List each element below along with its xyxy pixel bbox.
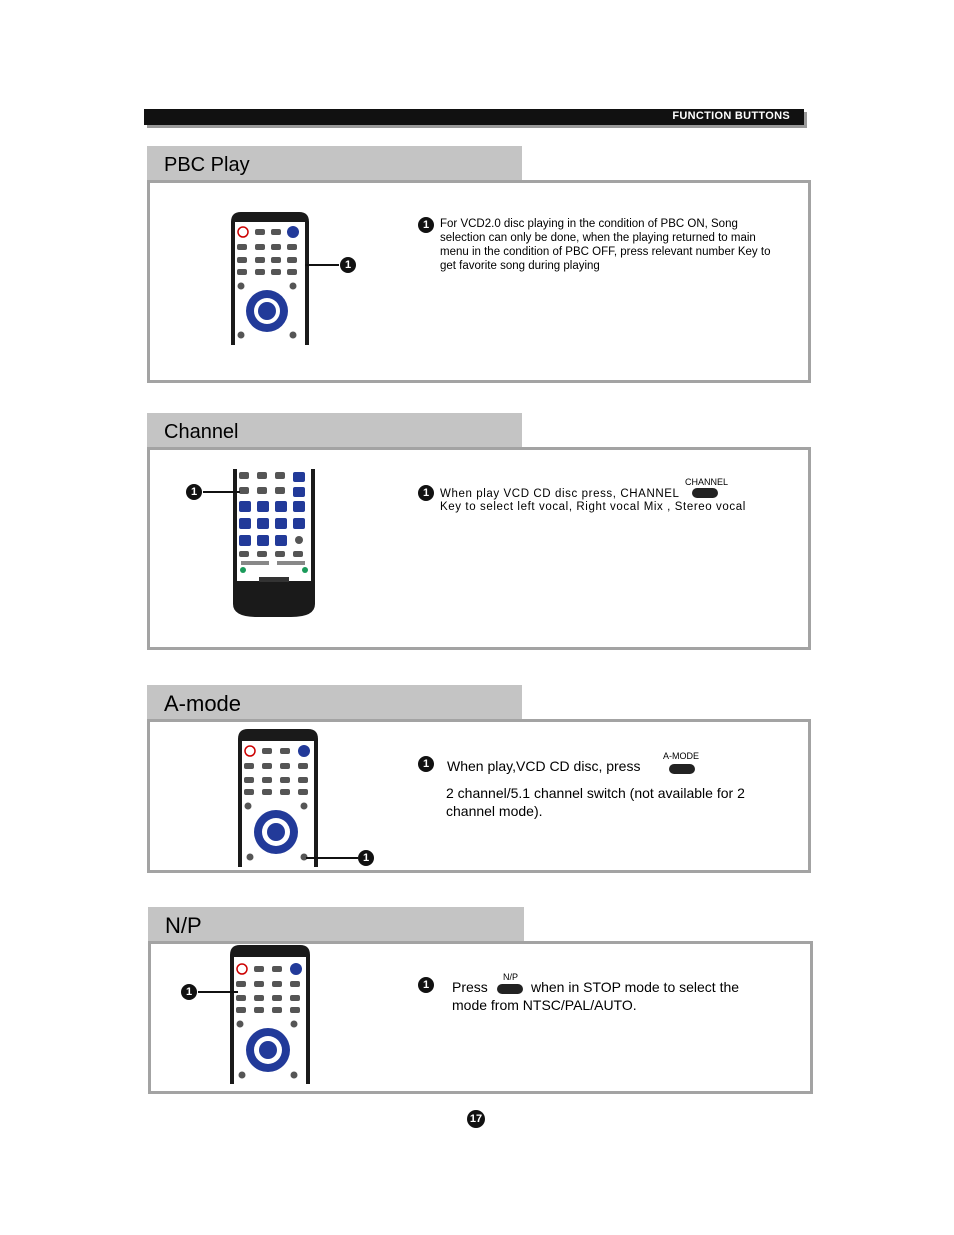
remote-illustration [229,210,311,345]
step-marker: 1 [418,756,434,772]
callout-line [306,857,358,859]
step-marker: 1 [418,485,434,501]
callout-line [203,491,240,493]
np-press-label: Press [452,979,488,995]
callout-marker: 1 [181,984,197,1000]
channel-line-2: Key to select left vocal, Right vocal Mix , Stereo vocal [440,501,746,513]
amode-line-2: 2 channel/5.1 channel switch (not available for 2 channel mode). [446,785,745,819]
np-line-1: when in STOP mode to select the [531,979,740,995]
pbc-description: For VCD2.0 disc playing in the condition of PBC ON, Song selection can only be done, when the playing returned to main menu in the condition of PBC OFF, press relevant number Key to get favorite song during playing [440,218,771,272]
section-title-channel: Channel [147,413,522,449]
callout-line [198,991,238,993]
remote-illustration [236,727,320,867]
section-title-amode: A-mode [147,685,522,721]
channel-key-label: CHANNEL [685,477,729,487]
np-key-label: N/P [503,972,519,982]
np-line-2: mode from NTSC/PAL/AUTO. [452,997,637,1013]
header-title: FUNCTION BUTTONS [672,110,790,122]
channel-line-1: When play VCD CD disc press, CHANNEL [440,488,680,500]
callout-marker: 1 [358,850,374,866]
amode-key-label: A-MODE [663,751,699,761]
amode-line-1: When play,VCD CD disc, press [447,758,641,774]
section-title-pbc: PBC Play [147,146,522,182]
remote-illustration-bottom [231,469,317,619]
callout-marker: 1 [186,484,202,500]
step-marker: 1 [418,977,434,993]
section-title-np: N/P [148,907,524,943]
callout-line [305,264,339,266]
remote-illustration [228,943,312,1084]
step-marker: 1 [418,217,434,233]
header-bar [144,109,804,125]
amode-key-icon [669,764,695,774]
channel-key-icon [692,488,718,498]
callout-marker: 1 [340,257,356,273]
page-number: 17 [467,1110,485,1128]
np-key-icon [497,984,523,994]
